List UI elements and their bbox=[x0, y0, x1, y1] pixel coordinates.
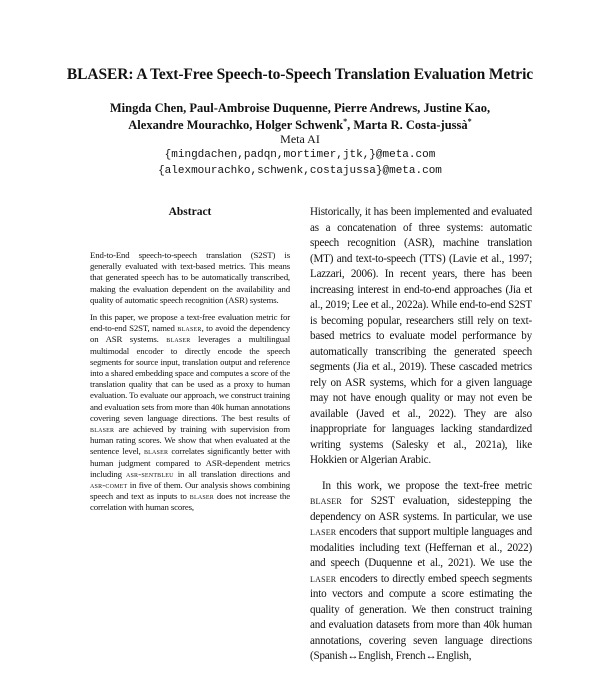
text-run: in five of them. Our analysis shows combining speech and text as inputs to bbox=[90, 480, 290, 502]
author-names-a: Alexandre Mourachko, Holger Schwenk bbox=[128, 117, 344, 132]
metric-name: blaser bbox=[177, 323, 202, 334]
metric-name: blaser bbox=[143, 446, 169, 457]
text-run: In this paper, we propose a text-free evaluation metric for end-to-end S2ST, named bbox=[90, 312, 290, 334]
body-paragraph-1: Historically, it has been implemented and evaluated as a concatenation of three systems: automatic speech recognition (ASR), machine translation (MT) and text-to-speech (TTS) (Lavie et al., 1997; Lazzari, 2006). In recent years, there has been increasing interest in end-to-end approaches (Jia et al., 2019; Lee et al., 2022a). While end-to-end S2ST is becoming popular, researchers still rely on text-based metrics to evaluate model performance by automatically transcribing the generated speech segments (Jia et al., 2019). These cascaded metrics rely on ASR systems, which for a given language may not have enough quality or may not even be available (Javed et al., 2022). They are also inappropriate for languages lacking standardized writing systems (Salesky et al., 2021a), like Hokkien or Algerian Arabic. bbox=[310, 206, 532, 466]
encoder-name: laser bbox=[310, 526, 337, 538]
text-run: does not increase the correlation with human scores, bbox=[90, 491, 290, 513]
metric-name: blaser bbox=[189, 491, 214, 502]
text-run: , to avoid the dependency on ASR systems. bbox=[90, 323, 290, 345]
text-run: encoders that support multiple languages and modalities including text (Heffernan et al., 2022) and speech (Duquenne et al., 2021). We use the bbox=[310, 526, 532, 569]
equal-contribution-mark: * bbox=[343, 116, 348, 126]
body-paragraph-2 bbox=[310, 479, 532, 665]
body-column-right bbox=[310, 205, 532, 675]
text-run: are achieved by training with supervision from human rating scores. We show that when evaluated at the sentence level, bbox=[90, 424, 290, 457]
text-run: leverages a multilingual multimodal encoder to directly encode the speech segments for source input, translation output and reference into a shared embedding space and computes a score of the translation quality that can be used as a proxy to human evaluation. To evaluate our approach, we construct training and evaluation sets from more than 40k human annotations covering seven language directions. The best results of bbox=[90, 334, 290, 423]
abstract-paragraph-2 bbox=[90, 312, 290, 514]
metric-name: blaser bbox=[166, 334, 191, 345]
abstract-body bbox=[90, 250, 290, 520]
text-run: for S2ST evaluation, sidestepping the dependency on ASR systems. In particular, we use bbox=[310, 495, 532, 523]
abstract-heading: Abstract bbox=[168, 206, 212, 218]
metric-name: asr-sentbleu bbox=[125, 468, 174, 479]
text-run: in all translation directions and bbox=[173, 468, 290, 479]
text-run: In this work, we propose the text-free metric bbox=[322, 479, 532, 492]
metric-name: blaser bbox=[90, 424, 115, 435]
email-line-2: {alexmourachko,schwenk,costajussa}@meta.com bbox=[158, 165, 442, 177]
text-run: correlates significantly better with human judgment compared to ASR-dependent metrics including bbox=[90, 446, 290, 479]
equal-contribution-mark-2: * bbox=[467, 116, 472, 126]
encoder-name: laser bbox=[310, 572, 337, 585]
text-run: encoders to directly embed speech segments into vectors and compute a score estimating the quality of generation. We then construct training and evaluation datasets from more than 40k human annotations, covering seven language directions (Spanish↔English, French↔English, bbox=[310, 572, 532, 662]
metric-name: blaser bbox=[310, 495, 342, 507]
affiliation: Meta AI bbox=[280, 132, 320, 146]
author-list bbox=[0, 100, 600, 133]
author-line-1: Mingda Chen, Paul-Ambroise Duquenne, Pierre Andrews, Justine Kao, bbox=[109, 101, 491, 115]
email-line-1: {mingdachen,padqn,mortimer,jtk,}@meta.com bbox=[164, 149, 436, 161]
metric-name: asr-comet bbox=[90, 480, 128, 491]
email-block bbox=[0, 147, 600, 179]
paper-title: BLASER: A Text-Free Speech-to-Speech Translation Evaluation Metric bbox=[66, 66, 534, 83]
abstract-paragraph-1: End-to-End speech-to-speech translation (S2ST) is generally evaluated with text-based metrics. This means that generated speech has to be automatically transcribed, making the evaluation dependent on the availability and quality of automatic speech recognition (ASR) systems. bbox=[90, 250, 290, 305]
author-names-b: , Marta R. Costa-jussà bbox=[347, 117, 468, 132]
